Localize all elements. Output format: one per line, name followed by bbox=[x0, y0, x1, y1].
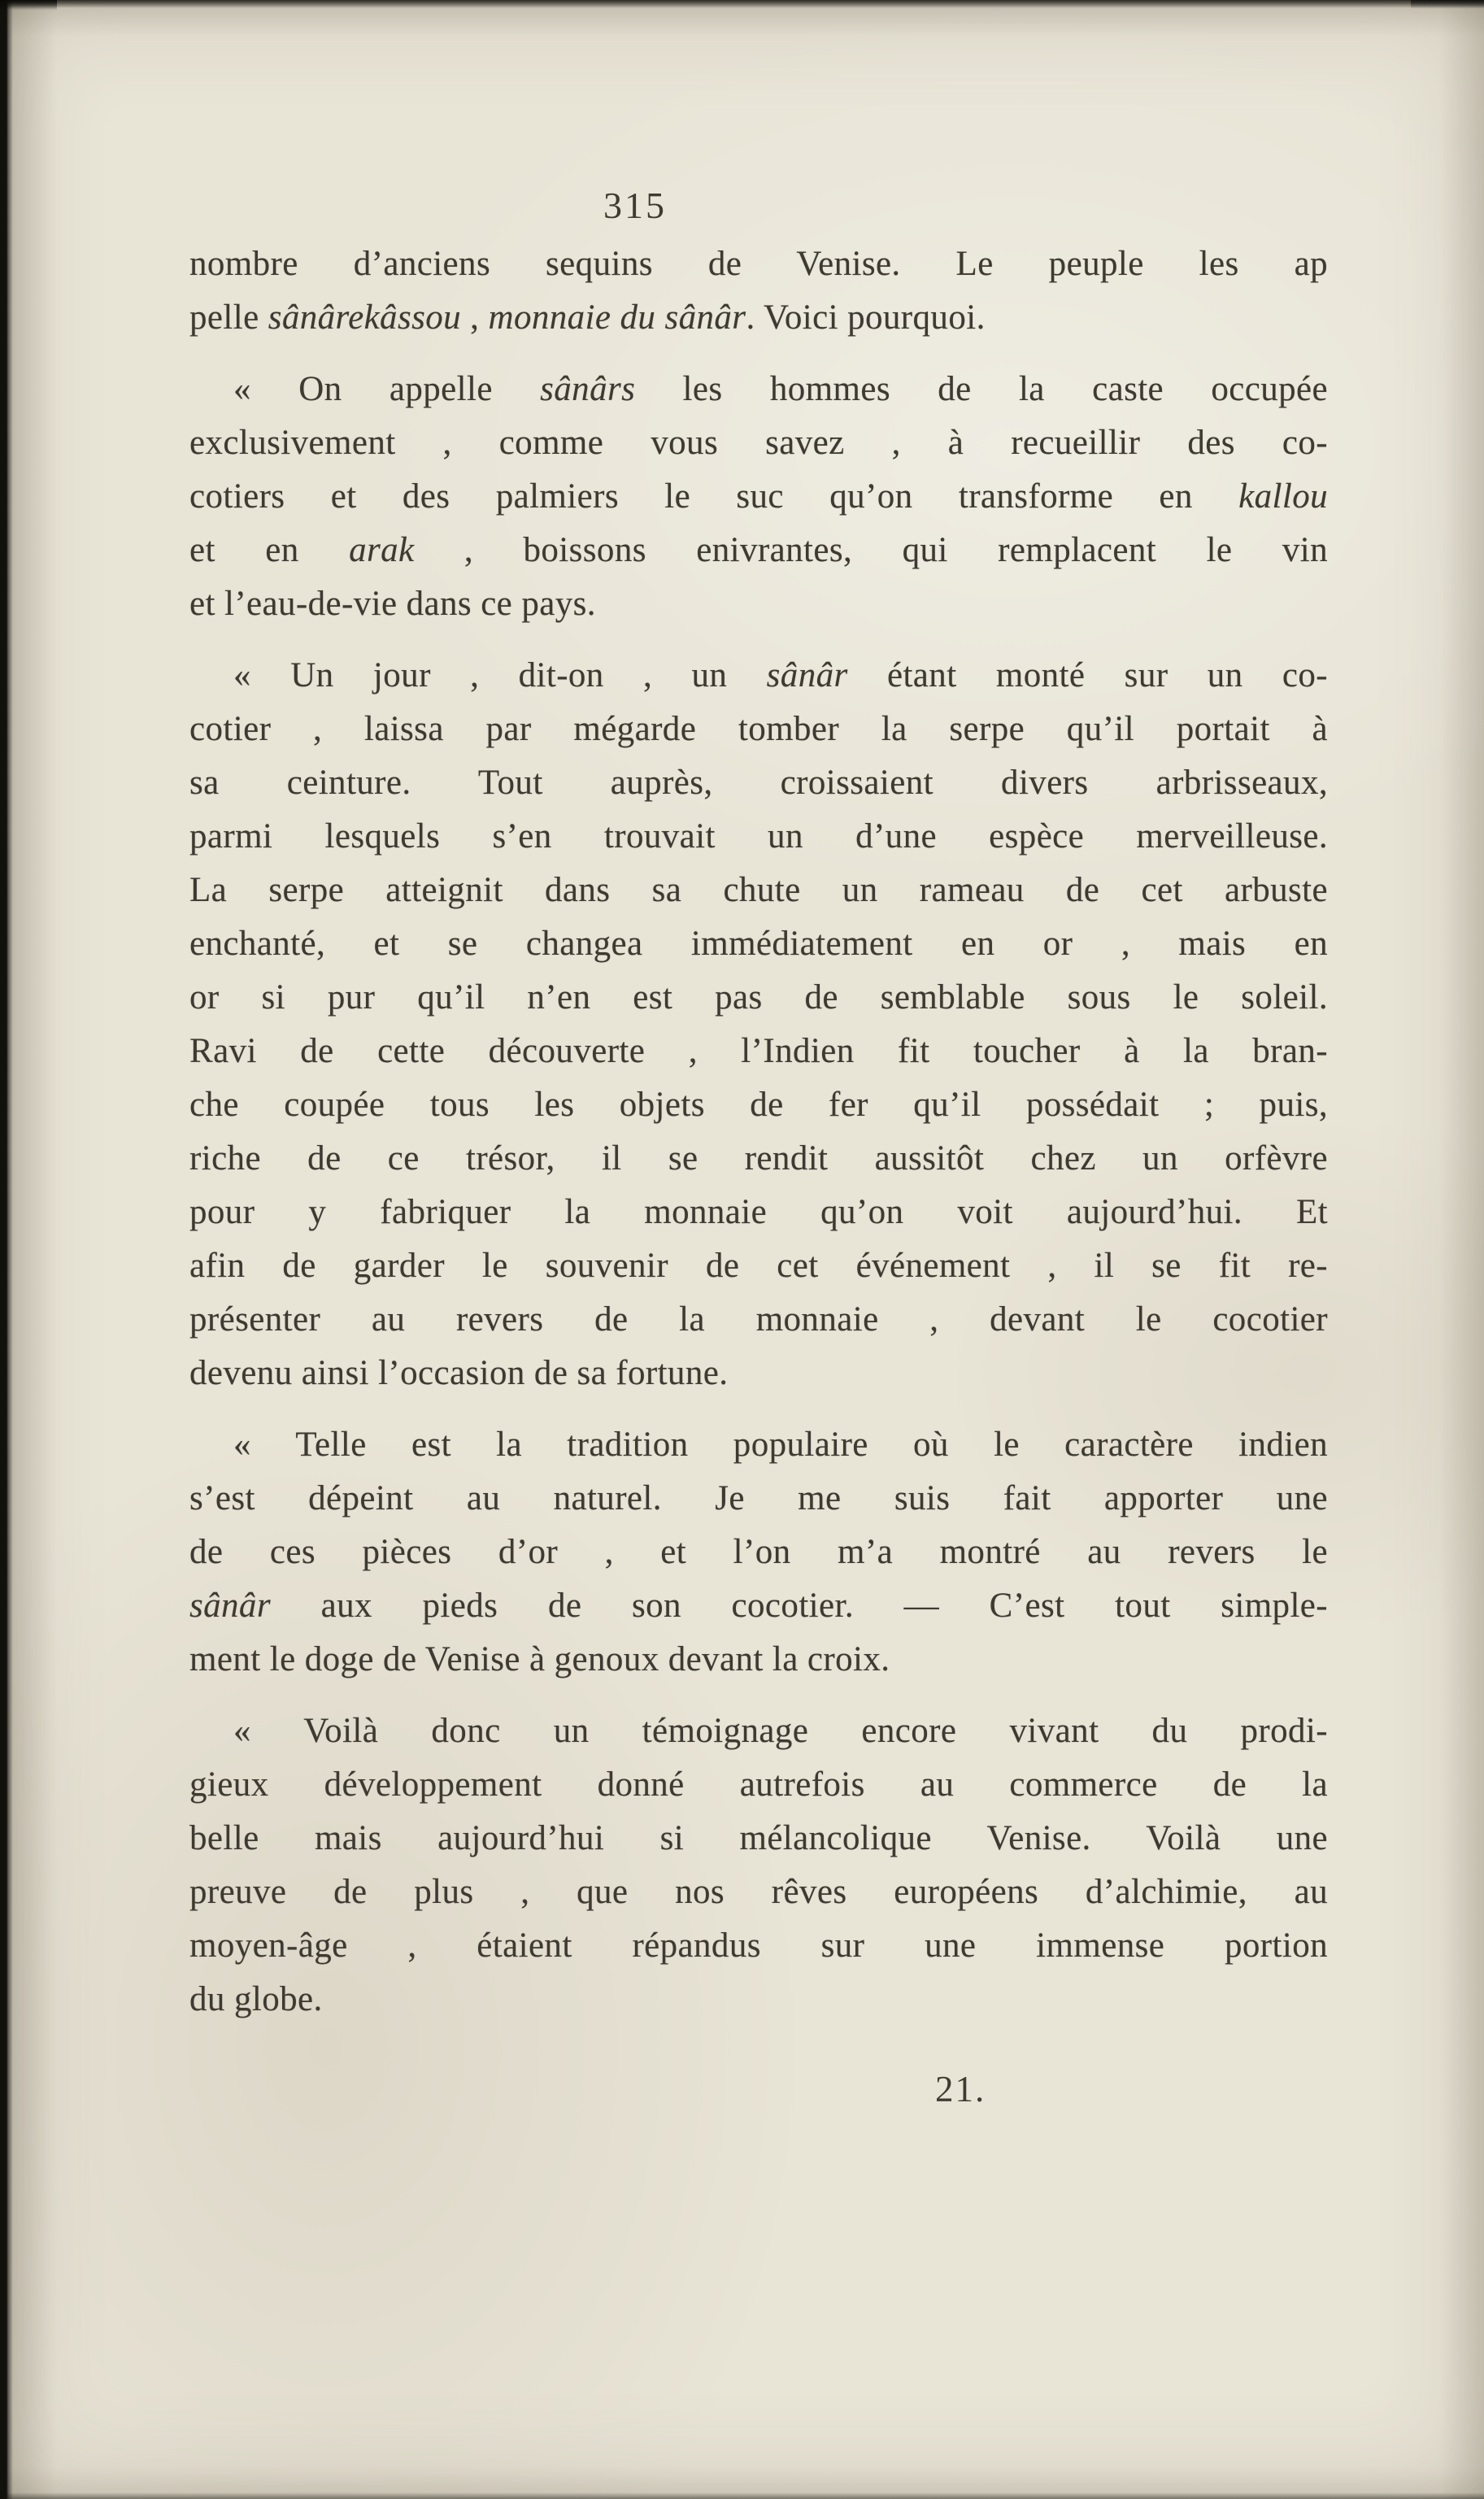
italic-term: sânâr bbox=[189, 1587, 271, 1625]
text-segment: cotiers et des palmiers le suc qu’on transforme en bbox=[189, 477, 1239, 516]
text-block bbox=[189, 237, 1328, 2027]
scan-edge-left bbox=[0, 0, 13, 2499]
paragraph bbox=[189, 1418, 1328, 1687]
text-segment: « Telle est la tradition populaire où le caractère indien bbox=[233, 1426, 1328, 1464]
text-line bbox=[189, 363, 1328, 416]
italic-term: sânârekâssou bbox=[268, 298, 462, 337]
scan-corner-top-right bbox=[1411, 0, 1484, 10]
text-line bbox=[189, 1758, 1328, 1812]
signature-mark: 21. bbox=[935, 2069, 986, 2109]
text-segment: parmi lesquels s’en trouvait un d’une espèce merveilleuse. bbox=[189, 817, 1328, 855]
text-line bbox=[189, 756, 1328, 810]
text-line bbox=[189, 524, 1328, 577]
text-line bbox=[189, 1919, 1328, 1973]
text-segment: riche de ce trésor, il se rendit aussitôt chez un orfèvre bbox=[189, 1139, 1328, 1178]
scan-edge-top bbox=[0, 0, 1484, 8]
text-segment: « Un jour , dit-on , un bbox=[233, 656, 767, 694]
italic-term: monnaie du sânâr bbox=[488, 298, 746, 337]
text-segment: les hommes de la caste occupée bbox=[635, 370, 1328, 408]
text-segment: La serpe atteignit dans sa chute un rameau de cet arbuste bbox=[189, 871, 1328, 909]
text-line bbox=[189, 291, 1328, 345]
text-segment: étant monté sur un co- bbox=[847, 656, 1329, 694]
text-segment: cotier , laissa par mégarde tomber la serpe qu’il portait à bbox=[189, 710, 1328, 748]
text-line bbox=[189, 1472, 1328, 1526]
paragraph bbox=[189, 649, 1328, 1400]
text-line bbox=[189, 1866, 1328, 1919]
text-segment: or si pur qu’il n’en est pas de semblable sous le soleil. bbox=[189, 978, 1328, 1017]
text-line bbox=[189, 1025, 1328, 1078]
italic-term: sânârs bbox=[540, 370, 636, 408]
text-line bbox=[189, 237, 1328, 291]
text-segment: pelle bbox=[189, 298, 268, 337]
text-line bbox=[189, 1579, 1328, 1633]
text-line bbox=[189, 917, 1328, 971]
scan-corner-top-left bbox=[0, 0, 57, 11]
text-segment: et l’eau-de-vie dans ce pays. bbox=[189, 585, 596, 623]
text-segment: du globe. bbox=[189, 1980, 323, 2018]
text-segment: devenu ainsi l’occasion de sa fortune. bbox=[189, 1354, 729, 1392]
text-segment: afin de garder le souvenir de cet événement , il se fit re- bbox=[189, 1247, 1328, 1285]
text-line bbox=[189, 577, 1328, 631]
text-line bbox=[189, 1973, 1328, 2027]
italic-term: kallou bbox=[1238, 477, 1328, 516]
scan-edge-bottom bbox=[0, 2492, 1484, 2499]
text-line bbox=[189, 1347, 1328, 1400]
text-line bbox=[189, 1812, 1328, 1866]
text-line bbox=[189, 864, 1328, 917]
text-segment: , bbox=[461, 298, 489, 337]
text-line bbox=[189, 1704, 1328, 1758]
text-line bbox=[189, 703, 1328, 756]
text-segment: che coupée tous les objets de fer qu’il possédait ; puis, bbox=[189, 1086, 1328, 1124]
paragraph bbox=[189, 1704, 1328, 2027]
page-number: 315 bbox=[603, 185, 667, 226]
text-line bbox=[189, 416, 1328, 470]
text-segment: s’est dépeint au naturel. Je me suis fait apporter une bbox=[189, 1479, 1328, 1517]
text-line bbox=[189, 1633, 1328, 1687]
text-segment: gieux développement donné autrefois au commerce de la bbox=[189, 1765, 1328, 1804]
text-segment: de ces pièces d’or , et l’on m’a montré au revers le bbox=[189, 1533, 1328, 1571]
text-line bbox=[189, 1239, 1328, 1293]
italic-term: arak bbox=[349, 531, 415, 569]
text-segment: Ravi de cette découverte , l’Indien fit toucher à la bran- bbox=[189, 1032, 1328, 1070]
text-line bbox=[189, 1186, 1328, 1239]
text-segment: présenter au revers de la monnaie , devant le cocotier bbox=[189, 1300, 1328, 1339]
text-segment: et en bbox=[189, 531, 350, 569]
text-segment: belle mais aujourd’hui si mélancolique Venise. Voilà une bbox=[189, 1819, 1328, 1857]
text-line bbox=[189, 971, 1328, 1025]
paragraph bbox=[189, 363, 1328, 631]
text-line bbox=[189, 1526, 1328, 1579]
paragraph bbox=[189, 237, 1328, 345]
text-segment: « Voilà donc un témoignage encore vivant du prodi- bbox=[233, 1712, 1328, 1750]
text-segment: ment le doge de Venise à genoux devant la croix. bbox=[189, 1640, 890, 1678]
text-line bbox=[189, 470, 1328, 524]
text-segment: moyen-âge , étaient répandus sur une immense portion bbox=[189, 1926, 1328, 1965]
text-segment: aux pieds de son cocotier. — C’est tout simple- bbox=[270, 1587, 1328, 1625]
text-line bbox=[189, 1132, 1328, 1186]
text-line bbox=[189, 1078, 1328, 1132]
text-segment: « On appelle bbox=[233, 370, 541, 408]
text-segment: nombre d’anciens sequins de Venise. Le peuple les ap bbox=[189, 245, 1328, 283]
text-segment: preuve de plus , que nos rêves européens d’alchimie, au bbox=[189, 1873, 1328, 1911]
text-line bbox=[189, 1293, 1328, 1347]
text-segment: exclusivement , comme vous savez , à recueillir des co- bbox=[189, 424, 1328, 462]
text-segment: , boissons enivrantes, qui remplacent le vin bbox=[414, 531, 1328, 569]
text-segment: sa ceinture. Tout auprès, croissaient divers arbrisseaux, bbox=[189, 764, 1328, 802]
text-line bbox=[189, 1418, 1328, 1472]
text-segment: . Voici pourquoi. bbox=[746, 298, 986, 337]
text-line bbox=[189, 649, 1328, 703]
italic-term: sânâr bbox=[766, 656, 848, 694]
text-segment: pour y fabriquer la monnaie qu’on voit aujourd’hui. Et bbox=[189, 1193, 1328, 1231]
text-segment: enchanté, et se changea immédiatement en or , mais en bbox=[189, 925, 1328, 963]
text-line bbox=[189, 810, 1328, 864]
